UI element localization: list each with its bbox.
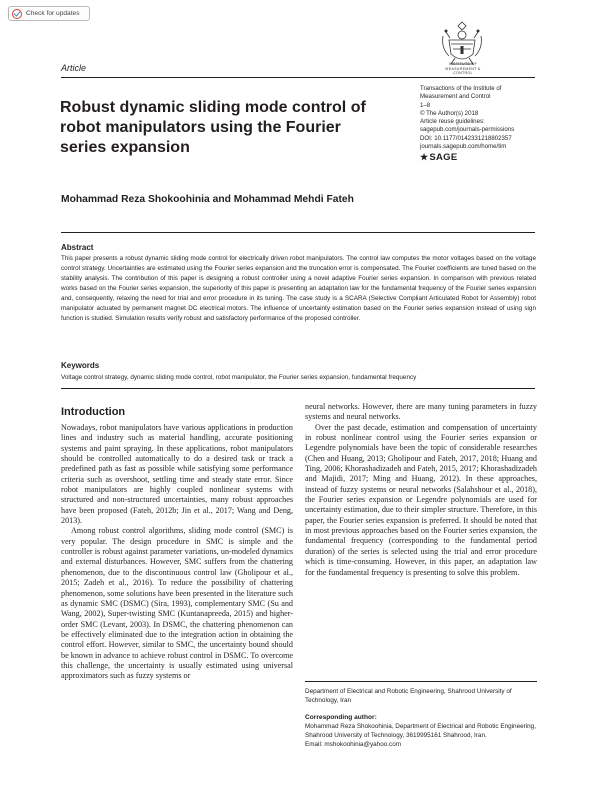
intro-paragraph-2-cont: neural networks. However, there are many tuning parameters in fuzzy systems and neural networks. [305, 402, 537, 422]
keywords-divider [61, 388, 535, 389]
sage-logo: ★ SAGE [420, 152, 458, 164]
author-list: Mohammad Reza Shokoohinia and Mohammad Mehdi Fateh [61, 194, 354, 205]
corresponding-author-email[interactable]: Email: mshokoohinia@yahoo.com [305, 740, 402, 748]
keywords-heading: Keywords [61, 361, 100, 370]
author-affiliation: Department of Electrical and Robotic Engineering, Shahrood University of Technology, Iran [305, 688, 512, 704]
intro-paragraph-3: Over the past decade, estimation and compensation of uncertainty in robust nonlinear control using the Fourier series expansion or Legendre polynomials have been the topic of considerable researches (Chen and Huang, 2013; Gholipour and Fateh, 2017, 2018; Huang and Ting, 2006; Khorashadizadeh and Fateh, 2015, 2017; Khorashadizadeh and Majidi, 2017; Ming and Huang, 2012). In these approaches, instead of fuzzy systems or neural networks (Salahshour et al., 2018), the Fourier series expansion or Legendre polynomials are used for uncertainty estimation, due to their simpler structure. Therefore, in this paper, the Fourier series expansion is preferred. It should be noted that in most previous approaches based on the Fourier series expansion, the fundamental frequency (corresponding to the fundamental period duration) of the series is selected using the trial and error procedure which is time-consuming. However, in this paper, an adaptation law for the fundamental frequency is presenting to solve this problem. [305, 422, 537, 577]
journal-copyright: © The Author(s) 2018 [420, 109, 479, 117]
sage-icon: ★ [420, 152, 429, 163]
body-column-right [305, 402, 537, 578]
check-for-updates-label: Check for updates [26, 10, 80, 17]
journal-info [420, 85, 540, 163]
intro-paragraph-1: Nowadays, robot manipulators have various applications in production lines and industry such as material handling, accurate positioning systems and paint spraying. In these applications, robot manipulators should be controlled automatically to do a desired task or track a predefined path as fast as possible while satisfying some performance criteria such as overshoot, settling time and steady state error. Since robot manipulators are highly coupled nonlinear systems with structured and non-structured uncertainties, many robust approaches have been proposed (Fateh, 2012b; Jin et al., 2017; Wang and Deng, 2013). [61, 423, 293, 526]
footnote-divider [305, 681, 537, 682]
check-for-updates-badge[interactable] [8, 6, 90, 21]
article-type: Article [61, 63, 87, 73]
paper-title: Robust dynamic sliding mode control of robot manipulators using the Fourier series expansion [60, 99, 366, 156]
body-column-left [61, 423, 293, 682]
author-divider [61, 232, 535, 233]
introduction-heading: Introduction [61, 406, 126, 418]
header-divider [61, 77, 535, 78]
journal-doi[interactable]: DOI: 10.1177/0142331218802357 [420, 134, 512, 142]
journal-reuse: Article reuse guidelines: [420, 118, 485, 126]
abstract-heading: Abstract [61, 243, 94, 252]
corresponding-author-address: Mohammad Reza Shokoohinia, Department of Electrical and Robotic Engineering, Shahrood University of Technology, 3619995161 Shahrood, Iran. [305, 723, 536, 739]
check-updates-icon [12, 9, 22, 19]
corresponding-author-details [305, 723, 537, 750]
journal-pages: 1–8 [420, 101, 431, 109]
corresponding-author-heading: Corresponding author: [305, 714, 377, 721]
journal-home-link[interactable]: journals.sagepub.com/home/tim [420, 143, 507, 151]
journal-reuse-link[interactable]: sagepub.com/journals-permissions [420, 126, 515, 134]
abstract-text: This paper presents a robust dynamic sliding mode control for electrically driven robot manipulators. The control law computes the motor voltages based on the voltage control strategy. Uncertainties are estimated using the Fourier series expansion and the truncation error is compensated. The Fourier coefficients are tuned based on the stability analysis. The contribution of this paper is designing a robust controller using a novel adaptive Fourier series expansion. In comparison with previous related works based on the Fourier series expansion, the superiority of this paper is presenting an adaptation law for the fundamental frequency of the Fourier series expansion and, consequently, relaxing the need for trial and error procedure in its tuning. The case study is a SCARA (Selective Compliant Articulated Robot for Assembly) robot manipulator actuated by permanent magnet DC electrical motors. The influence of uncertainty estimation based on the Fourier series expansion instead of using sign function is studied. Simulation results verify robust and satisfactory performance of the proposed controller. [61, 255, 536, 322]
journal-name: Transactions of the Institute of Measurement and Control [420, 85, 502, 101]
intro-paragraph-2: Among robust control algorithms, sliding mode control (SMC) is very popular. The design procedure in SMC is simple and the controller is robust against parameter variations, un-modeled dynamics and external disturbances. However, SMC suffers from the chattering phenomenon, due to the discontinuous control law (Gholipour et al., 2015; Zadeh et al., 2016). To reduce the possibility of chattering phenomenon, some solutions have been presented in the literature such as dynamic SMC (DSMC) (Sira, 1993), complementary SMC (Su and Wang, 2002), Super-twisting SMC (Kuntanapreeda, 2015) and higher-order SMC (Levant, 2003). In DSMC, the chattering phenomenon can be effectively eliminated due to the integration action in obtaining the control effort. However, similar to SMC, the uncertainty bound should be known in advance to achieve robust control in DSMC. To overcome this challenge, the uncertainty is usually estimated using universal approximators such as fuzzy systems or [61, 526, 293, 681]
institute-logo-text: INSTITUTE OF MEASUREMENT & CONTROL [445, 62, 481, 76]
keywords-text: Voltage control strategy, dynamic sliding mode control, robot manipulator, the Fourier series expansion, fundamental frequency [61, 374, 417, 381]
